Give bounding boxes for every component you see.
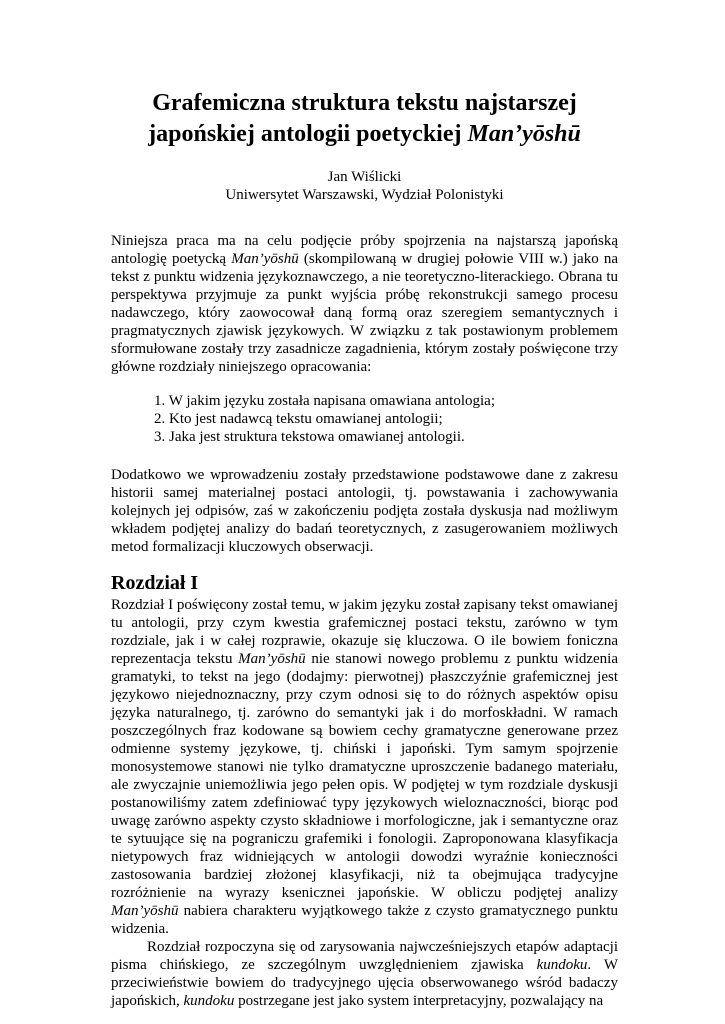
abstract-italic-1: Man’yōshū (231, 251, 299, 267)
chapter-paragraph-2 (111, 938, 618, 1010)
ch-p2-text-3: postrzegane jest jako system interpretacyjny, pozwalający na (234, 993, 604, 1009)
ch-p2-text-2: . W przeciwieństwie bowiem do tradycyjnego ujęcia obserwowanego wśród badaczy japońskich, (111, 957, 618, 1009)
author-name: Jan Wiślicki (327, 169, 402, 185)
ch-p1-text-3: nabiera charakteru wyjątkowego także z czysto gramatycznego punktu widzenia. (111, 903, 618, 937)
questions-list (154, 392, 618, 446)
list-item: 3. Jaka jest struktura tekstowa omawianej antologii. (154, 429, 465, 445)
ch-p1-italic-2: Man’yōshū (111, 903, 179, 919)
list-item: 1. W jakim języku została napisana omawiana antologia; (154, 393, 496, 409)
title-italic-work: Man’yōshū (467, 121, 581, 147)
chapter-heading: Rozdział I (111, 572, 199, 594)
author-affiliation: Uniwersytet Warszawski, Wydział Polonistyki (225, 187, 504, 203)
title-line-1: Grafemiczna struktura tekstu najstarszej (152, 90, 577, 116)
intro-paragraph-2: Dodatkowo we wprowadzeniu zostały przedstawione podstawowe dane z zakresu historii samej materialnej postaci antologii, tj. powstawania i zachowywania kolejnych jej odpisów, zaś w zakończeniu podjęta została dyskusja nad możliwym wkładem podjętej analizy do badań teoretycznych, z zasugerowaniem możliwych metod formalizacji kluczowych obserwacji. (111, 467, 618, 555)
ch-p2-italic-2: kundoku (183, 993, 235, 1009)
chapter-paragraph-1 (111, 596, 618, 938)
author-block (111, 168, 618, 204)
ch-p2-italic-1: kundoku (536, 957, 588, 973)
abstract-text-2: (skompilowaną w drugiej połowie VIII w.) jako na tekst z punktu widzenia językoznawczego, a nie teoretyczno-literackiego. Obrana tu perspektywa przyjmuje za punkt wyjścia próbę rekonstrukcji samego procesu nadawczego, który zaowocował daną formą oraz szeregiem semantycznych i pragmatycznych zjawisk językowych. W związku z tak postawionym problemem sformułowane zostały trzy zasadnicze zagadnienia, którym zostały poświęcone trzy główne rozdziały niniejszego opracowania: (111, 251, 618, 375)
ch-p1-text-1: Rozdział I poświęcony został temu, w jakim języku został zapisany tekst omawianej tu antologii, przy czym kwestia grafemicznej postaci tekstu, zarówno w tym rozdziale, jak i w całej rozprawie, okazuje się kluczowa. O ile bowiem foniczna reprezentacja tekstu (111, 597, 618, 667)
ch-p1-italic-1: Man’yōshū (238, 651, 306, 667)
list-item: 2. Kto jest nadawcą tekstu omawianej antologii; (154, 411, 443, 427)
ch-p1-text-2: nie stanowi nowego problemu z punktu widzenia gramatyki, to tekst na jego (dodajmy: pierwotnej) płaszczyźnie grafemicznej jest językowo niejednoznaczny, przy czym odnosi się to do różnych aspektów opisu języka naturalnego, tj. zarówno do semantyki jak i do morfoskładni. W ramach poszczególnych fraz kodowane są bowiem cechy gramatyczne generowane przez odmienne systemy językowe, tj. chiński i japoński. Tym samym spojrzenie monosystemowe stanowi nie tylko dramatyczne uproszczenie badanego materiału, ale zwyczajnie uniemożliwia jego pełen opis. W podjętej w tym rozdziale dyskusji postanowiliśmy zatem zdefiniować typy językowych wieloznaczności, biorąc pod uwagę zarówno aspekty czysto składniowe i morfologiczne, jak i semantyczne oraz te sytuujące się na pograniczu grafemiki i fonologii. Zaproponowana klasyfikacja nietypowych fraz widniejących w antologii dowodzi wyraźnie konieczności zastosowania bardziej złożonej klasyfikacji, niż ta obejmująca tradycyjne rozróżnienie na wyrazy ksenicznei japońskie. W obliczu podjętej analizy (111, 651, 619, 901)
paper-title (111, 88, 618, 150)
abstract-text-1: Niniejsza praca ma na celu podjęcie próby spojrzenia na najstarszą japońską antologię poetycką (111, 233, 618, 267)
title-line-2: japońskiej antologii poetyckiej (148, 121, 468, 147)
abstract-paragraph (111, 232, 618, 376)
ch-p2-text-1: Rozdział rozpoczyna się od zarysowania najwcześniejszych etapów adaptacji pisma chińskiego, ze szczególnym uwzględnieniem zjawiska (111, 939, 618, 973)
